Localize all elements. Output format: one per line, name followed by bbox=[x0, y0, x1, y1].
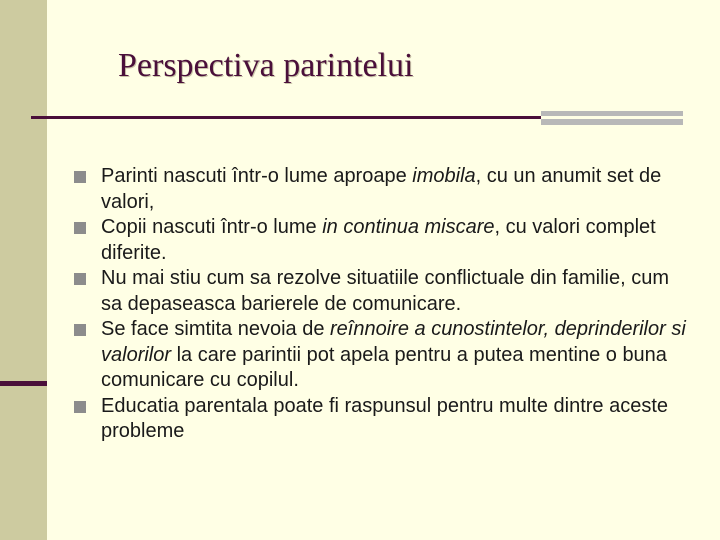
bullet-item bbox=[74, 266, 694, 317]
square-bullet-icon bbox=[74, 273, 86, 285]
bullet-text: Educatia parentala poate fi raspunsul pentru multe dintre aceste probleme bbox=[101, 394, 669, 442]
bullet-text: Parinti nascuti într-o lume aproape bbox=[101, 165, 413, 187]
bullet-text: Nu mai stiu cum sa rezolve situatiile conflictuale din familie, cum sa depaseasca barierele de comunicare. bbox=[101, 267, 669, 315]
bullet-text: la care parintii pot apela pentru a putea mentine o buna comunicare cu copilul. bbox=[101, 343, 667, 391]
bullet-text-italic: imobila bbox=[412, 165, 476, 187]
bullet-item bbox=[74, 394, 694, 445]
bullet-list bbox=[74, 164, 694, 445]
square-bullet-icon bbox=[74, 401, 86, 413]
bullet-text: , cu valori complet diferite. bbox=[101, 216, 656, 264]
bullet-item bbox=[74, 215, 694, 266]
title-underline-grey-segment bbox=[541, 111, 683, 125]
bullet-text: Copii nascuti într-o lume bbox=[101, 216, 323, 238]
title-underline bbox=[31, 116, 541, 119]
bullet-text-italic: in continua miscare bbox=[322, 216, 495, 238]
slide-title: Perspectiva parintelui bbox=[118, 47, 414, 84]
bullet-item bbox=[74, 317, 694, 394]
square-bullet-icon bbox=[74, 324, 86, 336]
left-sidebar-decoration bbox=[0, 0, 47, 540]
bullet-text: , cu un anumit set de valori, bbox=[101, 165, 662, 213]
sidebar-accent-line bbox=[0, 381, 47, 386]
bullet-text: Se face simtita nevoia de bbox=[101, 318, 331, 340]
bullet-item bbox=[74, 164, 694, 215]
bullet-text-italic: reînnoire a cunostintelor, deprinderilor si valorilor bbox=[101, 318, 686, 366]
square-bullet-icon bbox=[74, 171, 86, 183]
square-bullet-icon bbox=[74, 222, 86, 234]
